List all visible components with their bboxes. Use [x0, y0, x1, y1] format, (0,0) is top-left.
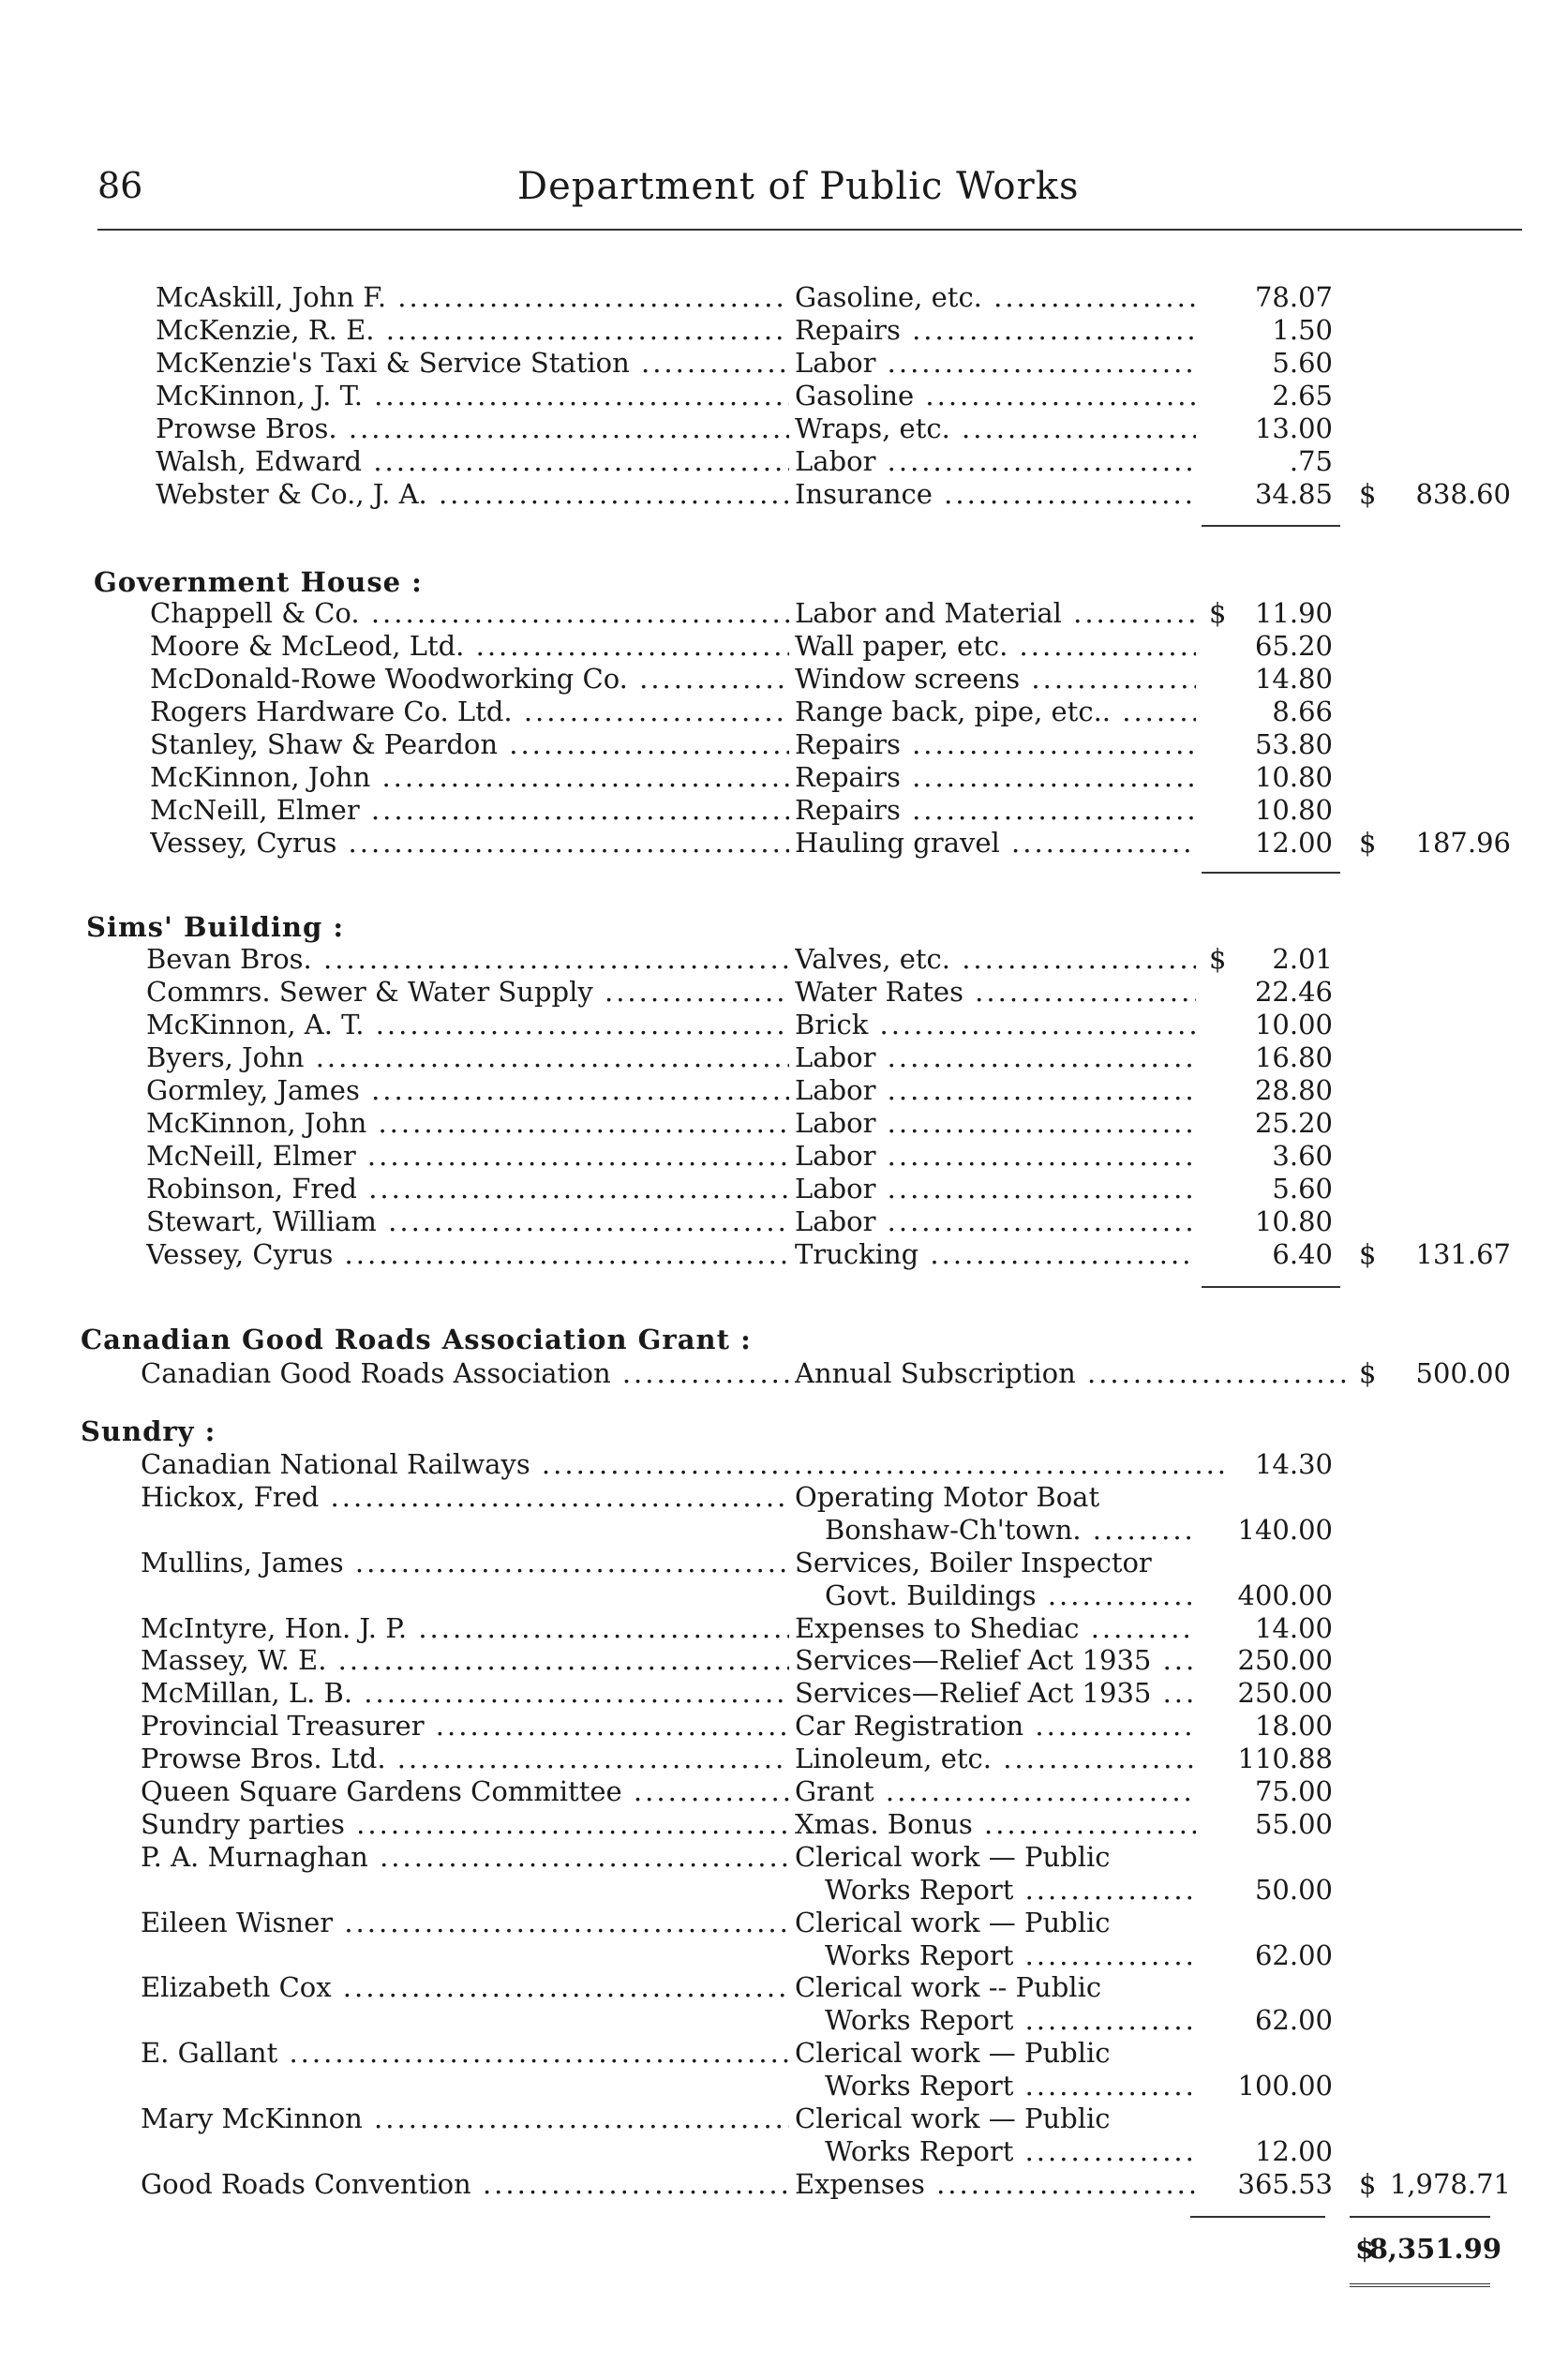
expense-description: Gasoline, etc. ..... — [795, 281, 1196, 313]
amount: 12.00 — [1254, 2135, 1333, 2167]
expense-description: Clerical work — Public — [795, 2102, 1111, 2134]
payee-name: Sundry parties ..... — [141, 1808, 789, 1840]
amount: .75 — [1289, 445, 1333, 477]
table-row — [0, 1677, 1568, 1709]
payee-name: Good Roads Convention ..... — [141, 2168, 789, 2200]
expense-description: Works Report ..... — [825, 2135, 1196, 2167]
section-total: 1,978.71 — [1389, 2168, 1511, 2200]
amount-dollar-sign: $ — [1209, 943, 1227, 975]
expense-description: Services—Relief Act 1935 ..... — [795, 1677, 1196, 1709]
expense-description: Linoleum, etc. ..... — [795, 1743, 1196, 1774]
expense-description: Services, Boiler Inspector — [795, 1547, 1152, 1579]
payee-name: Canadian Good Roads Association ..... — [141, 1357, 789, 1389]
payee-name: McKinnon, A. T. ..... — [146, 1009, 789, 1040]
expense-description: Labor ..... — [795, 1173, 1196, 1204]
table-row — [0, 1238, 1568, 1270]
payee-name: McNeill, Elmer ..... — [146, 1140, 789, 1172]
amount: 5.60 — [1272, 347, 1333, 379]
table-row — [0, 1579, 1568, 1611]
table-row — [0, 2135, 1568, 2167]
table-row — [0, 943, 1568, 975]
amount: 140.00 — [1237, 1514, 1333, 1546]
payee-name: P. A. Murnaghan ..... — [141, 1841, 789, 1873]
expense-description: Labor ..... — [795, 1041, 1196, 1073]
table-row — [0, 1874, 1568, 1906]
table-row — [0, 1448, 1568, 1480]
grand-total: 8,351.99 — [1368, 2233, 1501, 2265]
amount: 10.80 — [1254, 1205, 1333, 1237]
table-row — [0, 380, 1568, 411]
table-row — [0, 1775, 1568, 1807]
payee-name: Prowse Bros. Ltd. ..... — [141, 1743, 789, 1774]
payee-name: McMillan, L. B. ..... — [141, 1677, 789, 1709]
payee-name: McNeill, Elmer ..... — [150, 794, 789, 826]
table-row — [0, 827, 1568, 859]
table-row — [0, 1971, 1568, 2003]
table-row — [0, 2102, 1568, 2134]
table-row — [0, 1074, 1568, 1106]
section-heading: Canadian Good Roads Association Grant : — [81, 1324, 752, 1355]
table-row — [0, 728, 1568, 760]
table-row — [0, 1907, 1568, 1938]
payee-name: Mullins, James ..... — [141, 1547, 789, 1579]
payee-name: Queen Square Gardens Committee ..... — [141, 1775, 789, 1807]
payee-name: Provincial Treasurer ..... — [141, 1710, 789, 1742]
expense-description: Repairs ..... — [795, 761, 1196, 793]
payee-name: E. Gallant ..... — [141, 2037, 789, 2069]
expense-description: Labor ..... — [795, 1205, 1196, 1237]
amount: 365.53 — [1237, 2168, 1333, 2200]
page-header — [97, 165, 1522, 221]
expense-description: Grant ..... — [795, 1775, 1196, 1807]
payee-name: Hickox, Fred ..... — [141, 1481, 789, 1513]
amount: 400.00 — [1237, 1579, 1333, 1611]
payee-name: Chappell & Co. ..... — [150, 597, 789, 629]
department-title: Department of Public Works — [517, 165, 1080, 208]
expense-description: Annual Subscription ..... — [795, 1357, 1346, 1389]
amount: 110.88 — [1237, 1743, 1333, 1774]
amount: 62.00 — [1254, 1939, 1333, 1971]
table-row — [0, 412, 1568, 444]
expense-description: Labor ..... — [795, 445, 1196, 477]
table-row — [0, 1644, 1568, 1676]
expense-description: Govt. Buildings ..... — [825, 1579, 1196, 1611]
payee-name: Stanley, Shaw & Peardon ..... — [150, 728, 789, 760]
payee-name: Moore & McLeod, Ltd. ..... — [150, 630, 789, 662]
amount: 18.00 — [1254, 1710, 1333, 1742]
amount: 10.80 — [1254, 761, 1333, 793]
amount: 13.00 — [1254, 412, 1333, 444]
grand-total-dollar-sign: $ — [1355, 2233, 1375, 2265]
total-dollar-sign: $ — [1359, 2168, 1377, 2200]
table-row — [0, 2168, 1568, 2200]
table-row — [0, 1009, 1568, 1040]
subtotal-rule — [1202, 872, 1340, 874]
amount: 10.80 — [1254, 794, 1333, 826]
expense-description: Water Rates ..... — [795, 976, 1196, 1008]
expense-description: Window screens ..... — [795, 663, 1196, 695]
expense-description: Trucking ..... — [795, 1238, 1196, 1270]
table-row — [0, 2037, 1568, 2069]
amount: 28.80 — [1254, 1074, 1333, 1106]
table-row — [0, 976, 1568, 1008]
header-rule — [97, 229, 1522, 231]
table-row — [0, 1173, 1568, 1204]
amount: 14.00 — [1254, 1612, 1333, 1644]
payee-name: Elizabeth Cox ..... — [141, 1971, 789, 2003]
amount: 5.60 — [1272, 1173, 1333, 1204]
payee-name: Commrs. Sewer & Water Supply ..... — [146, 976, 789, 1008]
amount: 75.00 — [1254, 1775, 1333, 1807]
grand-total-row — [0, 2233, 1568, 2265]
table-row — [0, 1140, 1568, 1172]
total-dollar-sign: $ — [1359, 478, 1377, 510]
payee-name: McKenzie's Taxi & Service Station ..... — [156, 347, 789, 379]
expense-description: Expenses to Shediac ..... — [795, 1612, 1196, 1644]
expense-description: Wraps, etc. ..... — [795, 412, 1196, 444]
expense-description: Valves, etc. ..... — [795, 943, 1196, 975]
expense-description: Labor ..... — [795, 1074, 1196, 1106]
amount: 11.90 — [1254, 597, 1333, 629]
amount: 34.85 — [1254, 478, 1333, 510]
amount: 65.20 — [1254, 630, 1333, 662]
table-row — [0, 597, 1568, 629]
table-row — [0, 1357, 1568, 1389]
amount: 14.30 — [1254, 1448, 1333, 1480]
amount: 53.80 — [1254, 728, 1333, 760]
amount: 22.46 — [1254, 976, 1333, 1008]
amount: 1.50 — [1272, 314, 1333, 346]
payee-name: Mary McKinnon ..... — [141, 2102, 789, 2134]
amount-dollar-sign: $ — [1209, 597, 1227, 629]
table-row — [0, 794, 1568, 826]
expense-description: Labor and Material ..... — [795, 597, 1196, 629]
expense-description: Clerical work -- Public — [795, 1971, 1102, 2003]
amount: 2.01 — [1272, 943, 1333, 975]
payee-name: Massey, W. E. ..... — [141, 1644, 789, 1676]
table-row — [0, 696, 1568, 727]
expense-description: Works Report ..... — [825, 2070, 1196, 2102]
table-row — [0, 1841, 1568, 1873]
section-heading: Government House : — [94, 566, 423, 598]
table-row — [0, 1710, 1568, 1742]
total-dollar-sign: $ — [1359, 1238, 1377, 1270]
expense-description: Labor ..... — [795, 1107, 1196, 1139]
payee-name: Bevan Bros. ..... — [146, 943, 789, 975]
table-row — [0, 281, 1568, 313]
table-row — [0, 663, 1568, 695]
amount: 3.60 — [1272, 1140, 1333, 1172]
expense-description: Labor ..... — [795, 347, 1196, 379]
payee-name: Walsh, Edward ..... — [156, 445, 789, 477]
expense-description: Works Report ..... — [825, 1939, 1196, 1971]
total-dollar-sign: $ — [1359, 827, 1377, 859]
section-total: 500.00 — [1415, 1357, 1511, 1389]
section-total: 187.96 — [1415, 827, 1511, 859]
amount: 8.66 — [1272, 696, 1333, 727]
subtotal-rule — [1202, 525, 1340, 527]
expense-description: Car Registration ..... — [795, 1710, 1196, 1742]
amount: 55.00 — [1254, 1808, 1333, 1840]
table-row — [0, 347, 1568, 379]
section-total: 838.60 — [1415, 478, 1511, 510]
table-row — [0, 1481, 1568, 1513]
amount: 16.80 — [1254, 1041, 1333, 1073]
table-row — [0, 2070, 1568, 2102]
payee-name: Rogers Hardware Co. Ltd. ..... — [150, 696, 789, 727]
payee-name: Robinson, Fred ..... — [146, 1173, 789, 1204]
page-number: 86 — [97, 165, 143, 206]
subtotal-rule — [1202, 1286, 1340, 1288]
payee-name: Prowse Bros. ..... — [156, 412, 789, 444]
expense-description: Labor ..... — [795, 1140, 1196, 1172]
table-row — [0, 1205, 1568, 1237]
payee-name: Byers, John ..... — [146, 1041, 789, 1073]
table-row — [0, 1743, 1568, 1774]
total-dollar-sign: $ — [1359, 1357, 1377, 1389]
amount: 250.00 — [1237, 1677, 1333, 1709]
table-row — [0, 478, 1568, 510]
payee-name: McKinnon, John ..... — [150, 761, 789, 793]
expense-description: Wall paper, etc. ..... — [795, 630, 1196, 662]
payee-name: McKinnon, J. T. ..... — [156, 380, 789, 411]
table-row — [0, 1041, 1568, 1073]
expense-description: Repairs ..... — [795, 314, 1196, 346]
expense-description: Clerical work — Public — [795, 1841, 1111, 1873]
amount: 6.40 — [1272, 1238, 1333, 1270]
payee-name: McKinnon, John ..... — [146, 1107, 789, 1139]
payee-name: McAskill, John F. ..... — [156, 281, 789, 313]
expense-description: Works Report ..... — [825, 2004, 1196, 2036]
amount-column-rule — [1190, 2216, 1325, 2218]
table-row — [0, 1612, 1568, 1644]
amount: 100.00 — [1237, 2070, 1333, 2102]
expense-description: Bonshaw-Ch'town. ..... — [825, 1514, 1196, 1546]
table-row — [0, 314, 1568, 346]
payee-name: Webster & Co., J. A. ..... — [156, 478, 789, 510]
expense-description: Hauling gravel ..... — [795, 827, 1196, 859]
amount: 12.00 — [1254, 827, 1333, 859]
payee-name: Vessey, Cyrus ..... — [150, 827, 789, 859]
expense-description: Brick ..... — [795, 1009, 1196, 1040]
amount: 10.00 — [1254, 1009, 1333, 1040]
payee-name: McDonald-Rowe Woodworking Co. ..... — [150, 663, 789, 695]
section-heading: Sundry : — [81, 1415, 217, 1447]
expense-description: Clerical work — Public — [795, 2037, 1111, 2069]
section-heading: Sims' Building : — [86, 911, 345, 943]
amount: 14.80 — [1254, 663, 1333, 695]
expense-description: Insurance ..... — [795, 478, 1196, 510]
total-column-rule — [1350, 2216, 1490, 2218]
expense-description: Range back, pipe, etc.. ..... — [795, 696, 1196, 727]
table-row — [0, 2004, 1568, 2036]
payee-name: McIntyre, Hon. J. P. ..... — [141, 1612, 789, 1644]
amount: 2.65 — [1272, 380, 1333, 411]
table-row — [0, 1514, 1568, 1546]
table-row — [0, 445, 1568, 477]
expense-description: Expenses ..... — [795, 2168, 1196, 2200]
table-row — [0, 1107, 1568, 1139]
expense-description: Services—Relief Act 1935 ..... — [795, 1644, 1196, 1676]
payee-name: Stewart, William ..... — [146, 1205, 789, 1237]
expense-description: Gasoline ..... — [795, 380, 1196, 411]
payee-name: Vessey, Cyrus ..... — [146, 1238, 789, 1270]
expense-description: Clerical work — Public — [795, 1907, 1111, 1938]
amount: 78.07 — [1254, 281, 1333, 313]
expense-description: Works Report ..... — [825, 1874, 1196, 1906]
payee-name: Eileen Wisner ..... — [141, 1907, 789, 1938]
section-total: 131.67 — [1415, 1238, 1511, 1270]
amount: 250.00 — [1237, 1644, 1333, 1676]
table-row — [0, 1939, 1568, 1971]
expense-description: Repairs ..... — [795, 728, 1196, 760]
amount: 62.00 — [1254, 2004, 1333, 2036]
table-row — [0, 761, 1568, 793]
table-row — [0, 1808, 1568, 1840]
table-row — [0, 630, 1568, 662]
table-row — [0, 1547, 1568, 1579]
payee-name: Gormley, James ..... — [146, 1074, 789, 1106]
grand-total-double-rule — [1350, 2283, 1490, 2287]
expense-description: Xmas. Bonus ..... — [795, 1808, 1196, 1840]
expense-description: Operating Motor Boat — [795, 1481, 1100, 1513]
amount: 25.20 — [1254, 1107, 1333, 1139]
amount: 50.00 — [1254, 1874, 1333, 1906]
payee-name: McKenzie, R. E. ..... — [156, 314, 789, 346]
expense-description: Repairs ..... — [795, 794, 1196, 826]
payee-name: Canadian National Railways ..... — [141, 1448, 1230, 1480]
